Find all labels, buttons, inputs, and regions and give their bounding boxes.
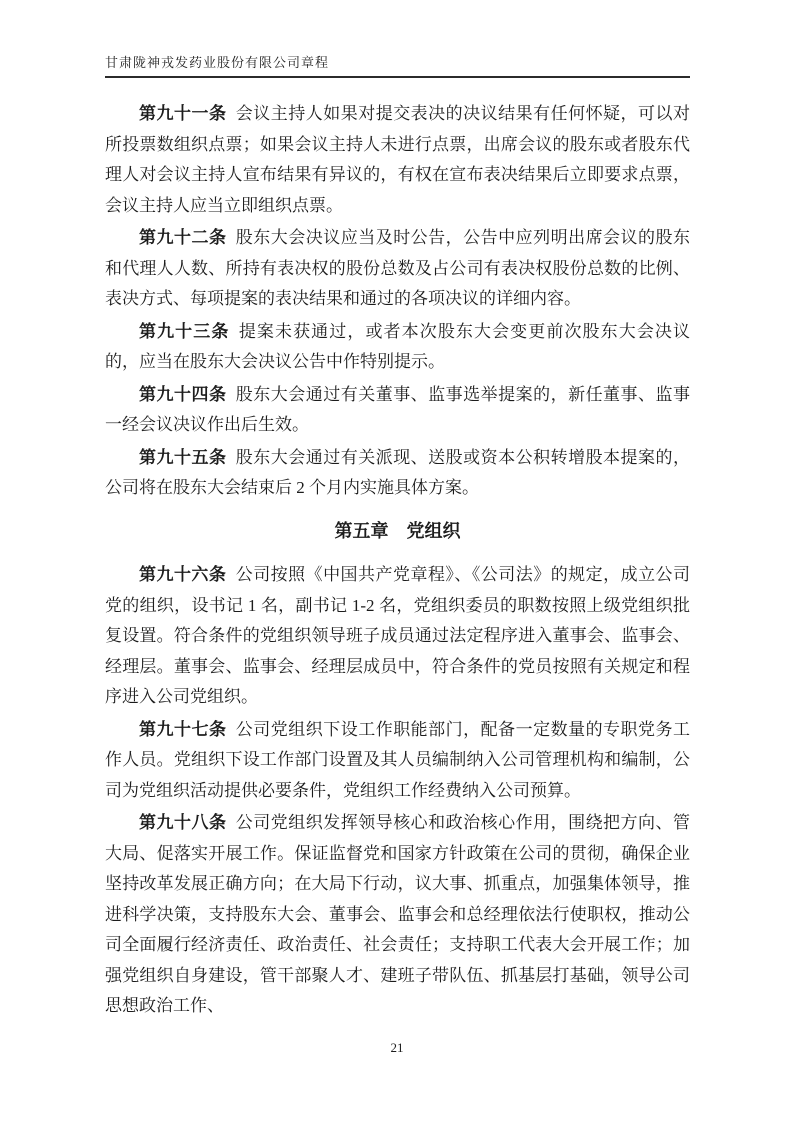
article-number: 第九十八条 — [139, 813, 227, 832]
article-number: 第九十三条 — [139, 321, 230, 341]
page-number-value: 21 — [390, 1040, 404, 1055]
article-text: 会议主持人如果对提交表决的决议结果有任何怀疑，可以对所投票数组织点票；如果会议主持人未进行点票，出席会议的股东或者股东代理人对会议主持人宣布结果有异议的，有权在宣布表决结果后立即要求点票，会议主持人应当立即组织点票。 — [105, 104, 691, 215]
article-98 — [105, 808, 690, 1022]
article-93 — [105, 317, 690, 378]
article-number: 第九十五条 — [139, 447, 227, 467]
article-94 — [105, 380, 690, 441]
article-91 — [105, 99, 690, 221]
article-number: 第九十四条 — [139, 384, 227, 404]
article-text: 公司按照《中国共产党章程》、《公司法》的规定，成立公司党的组织，设书记 1 名，副书记 1-2 名，党组织委员的职数按照上级党组织批复设置。符合条件的党组织领导班子成员通过法定程序进入董事会、监事会、经理层。董事会、监事会、经理层成员中，符合条件的党员按照有关规定和程序进入公司党组织。 — [105, 565, 691, 706]
header-title: 甘肃陇神戎发药业股份有限公司章程 — [105, 55, 330, 70]
chapter-heading — [105, 516, 690, 547]
article-95 — [105, 443, 690, 504]
article-text: 股东大会决议应当及时公告，公告中应列明出席会议的股东和代理人人数、所持有表决权的股份总数及占公司有表决权股份总数的比例、表决方式、每项提案的表决结果和通过的各项决议的详细内容。 — [105, 228, 691, 308]
page-number — [0, 1040, 794, 1056]
article-text: 股东大会通过有关派现、送股或资本公积转增股本提案的，公司将在股东大会结束后 2 个月内实施具体方案。 — [105, 447, 691, 497]
article-number: 第九十七条 — [139, 719, 227, 739]
chapter-number: 第五章 — [334, 520, 389, 541]
article-97 — [105, 715, 690, 807]
article-text: 公司党组织下设工作职能部门，配备一定数量的专职党务工作人员。党组织下设工作部门设置及其人员编制纳入公司管理机构和编制，公司为党组织活动提供必要条件，党组织工作经费纳入公司预算。 — [105, 719, 691, 800]
article-number: 第九十六条 — [139, 565, 227, 584]
article-96 — [105, 560, 690, 713]
article-92 — [105, 223, 690, 315]
article-number: 第九十一条 — [139, 104, 227, 123]
page-header — [105, 52, 690, 78]
article-text: 提案未获通过，或者本次股东大会变更前次股东大会决议的，应当在股东大会决议公告中作特别提示。 — [105, 321, 691, 371]
document-body — [105, 99, 690, 1024]
article-text: 公司党组织发挥领导核心和政治核心作用，围绕把方向、管大局、促落实开展工作。保证监督党和国家方针政策在公司的贯彻，确保企业坚持改革发展正确方向；在大局下行动，议大事、抓重点，加强集体领导，推进科学决策，支持股东大会、董事会、监事会和总经理依法行使职权，推动公司全面履行经济责任、政治责任、社会责任；支持职工代表大会开展工作；加强党组织自身建设，管干部聚人才、建班子带队伍、抓基层打基础，领导公司思想政治工作、 — [105, 813, 691, 1015]
article-number: 第九十二条 — [139, 228, 227, 247]
article-text: 股东大会通过有关董事、监事选举提案的，新任董事、监事一经会议决议作出后生效。 — [105, 384, 691, 434]
chapter-title: 党组织 — [406, 520, 461, 541]
